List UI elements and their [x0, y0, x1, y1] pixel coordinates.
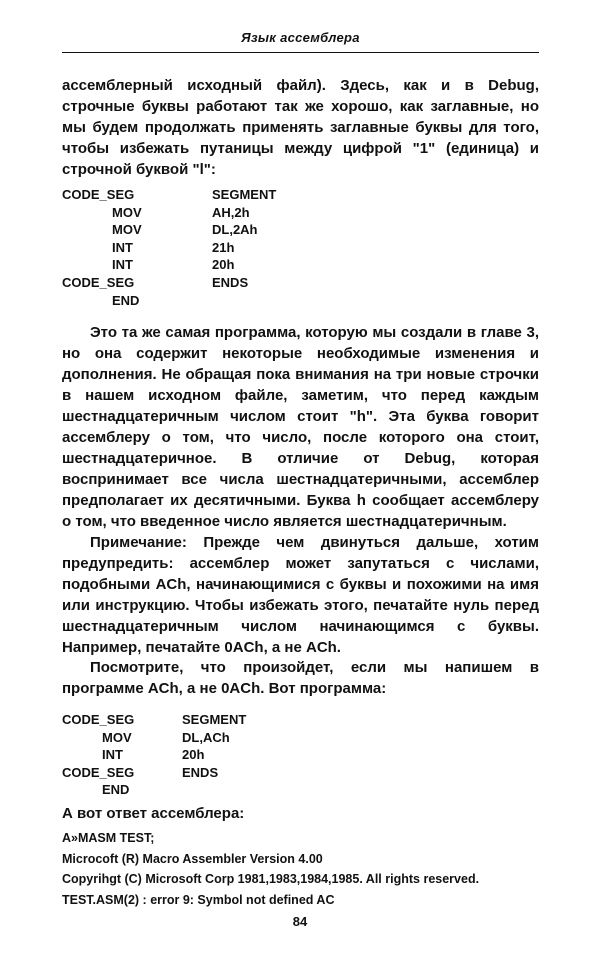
note-label: Примечание:	[90, 534, 187, 551]
code-label: CODE_SEG	[62, 764, 135, 780]
paragraph-look: Посмотрите, что произойдет, если мы напишем в программе ACh, а не 0ACh. Вот программа:	[62, 659, 539, 697]
code-op: INT	[112, 257, 133, 273]
code-arg: 20h	[212, 257, 235, 273]
code-arg: DL,ACh	[182, 729, 230, 745]
code-op: MOV	[112, 204, 142, 220]
code-arg: 20h	[182, 747, 205, 763]
note-text: Прежде чем двинуться дальше, хотим предупредить: ассемблер может запутаться с числами, подобными ACh, начинающимися с буквы и похожими на имя или инструкцию. Чтобы избежать этого, печатайте нуль перед шестнадцатеричным числом начинающимся с буквы. Например, печатайте 0ACh, а не ACh.	[62, 534, 539, 656]
paragraph-intro: ассемблерный исходный файл). Здесь, как и в Debug, строчные буквы работают так же хорошо, как заглавные, но мы будем продолжать применять заглавные буквы для того, чтобы избежать путаницы между цифрой "1" (единица) и строчной буквой "l":	[62, 77, 539, 178]
paragraph-note	[62, 532, 539, 658]
code-arg: SEGMENT	[212, 187, 277, 202]
code-arg: DL,2Ah	[212, 222, 258, 238]
code-label: CODE_SEG	[62, 187, 135, 202]
code-op: INT	[112, 239, 133, 255]
code-arg: ENDS	[212, 274, 249, 290]
output-line: A»MASM TEST;	[62, 831, 155, 845]
code-arg: SEGMENT	[182, 712, 247, 727]
output-line: Microcoft (R) Macro Assembler Version 4.00	[62, 851, 323, 866]
assembler-output	[62, 828, 479, 910]
code-arg: AH,2h	[212, 204, 250, 220]
paragraph-same-program: Это та же самая программа, которую мы создали в главе 3, но она содержит некоторые необходимые изменения и дополнения. Не обращая пока внимания на три новые строчки в нашем исходном файле, заметим, что перед каждым шестнадцатеричным числом стоит "h". Эта буква говорит ассемблеру о том, что число, после которого она стоит, шестнадцатеричное. В отличие от Debug, которая воспринимает все числа шестнадцатеричными, ассемблер предполагает их десятичными. Буква h сообщает ассемблеру о том, что введенное число является шестнадцатеричным.	[62, 324, 539, 530]
running-header: Язык ассемблера	[241, 30, 360, 45]
output-line: TEST.ASM(2) : error 9: Symbol not defined AC	[62, 892, 335, 907]
code-op: END	[102, 782, 130, 798]
header-rule	[62, 52, 539, 53]
code-arg: 21h	[212, 239, 235, 255]
code-op: END	[112, 292, 140, 308]
code-label: CODE_SEG	[62, 274, 135, 290]
page-number: 84	[292, 914, 308, 929]
code-arg: ENDS	[182, 764, 219, 780]
code-label: CODE_SEG	[62, 712, 135, 727]
code-op: INT	[102, 747, 123, 763]
code-op: MOV	[102, 729, 132, 745]
answer-intro: А вот ответ ассемблера:	[62, 805, 245, 822]
code-op: MOV	[112, 222, 142, 238]
output-line: Copyrihgt (C) Microsoft Corp 1981,1983,1984,1985. All rights reserved.	[62, 872, 480, 886]
